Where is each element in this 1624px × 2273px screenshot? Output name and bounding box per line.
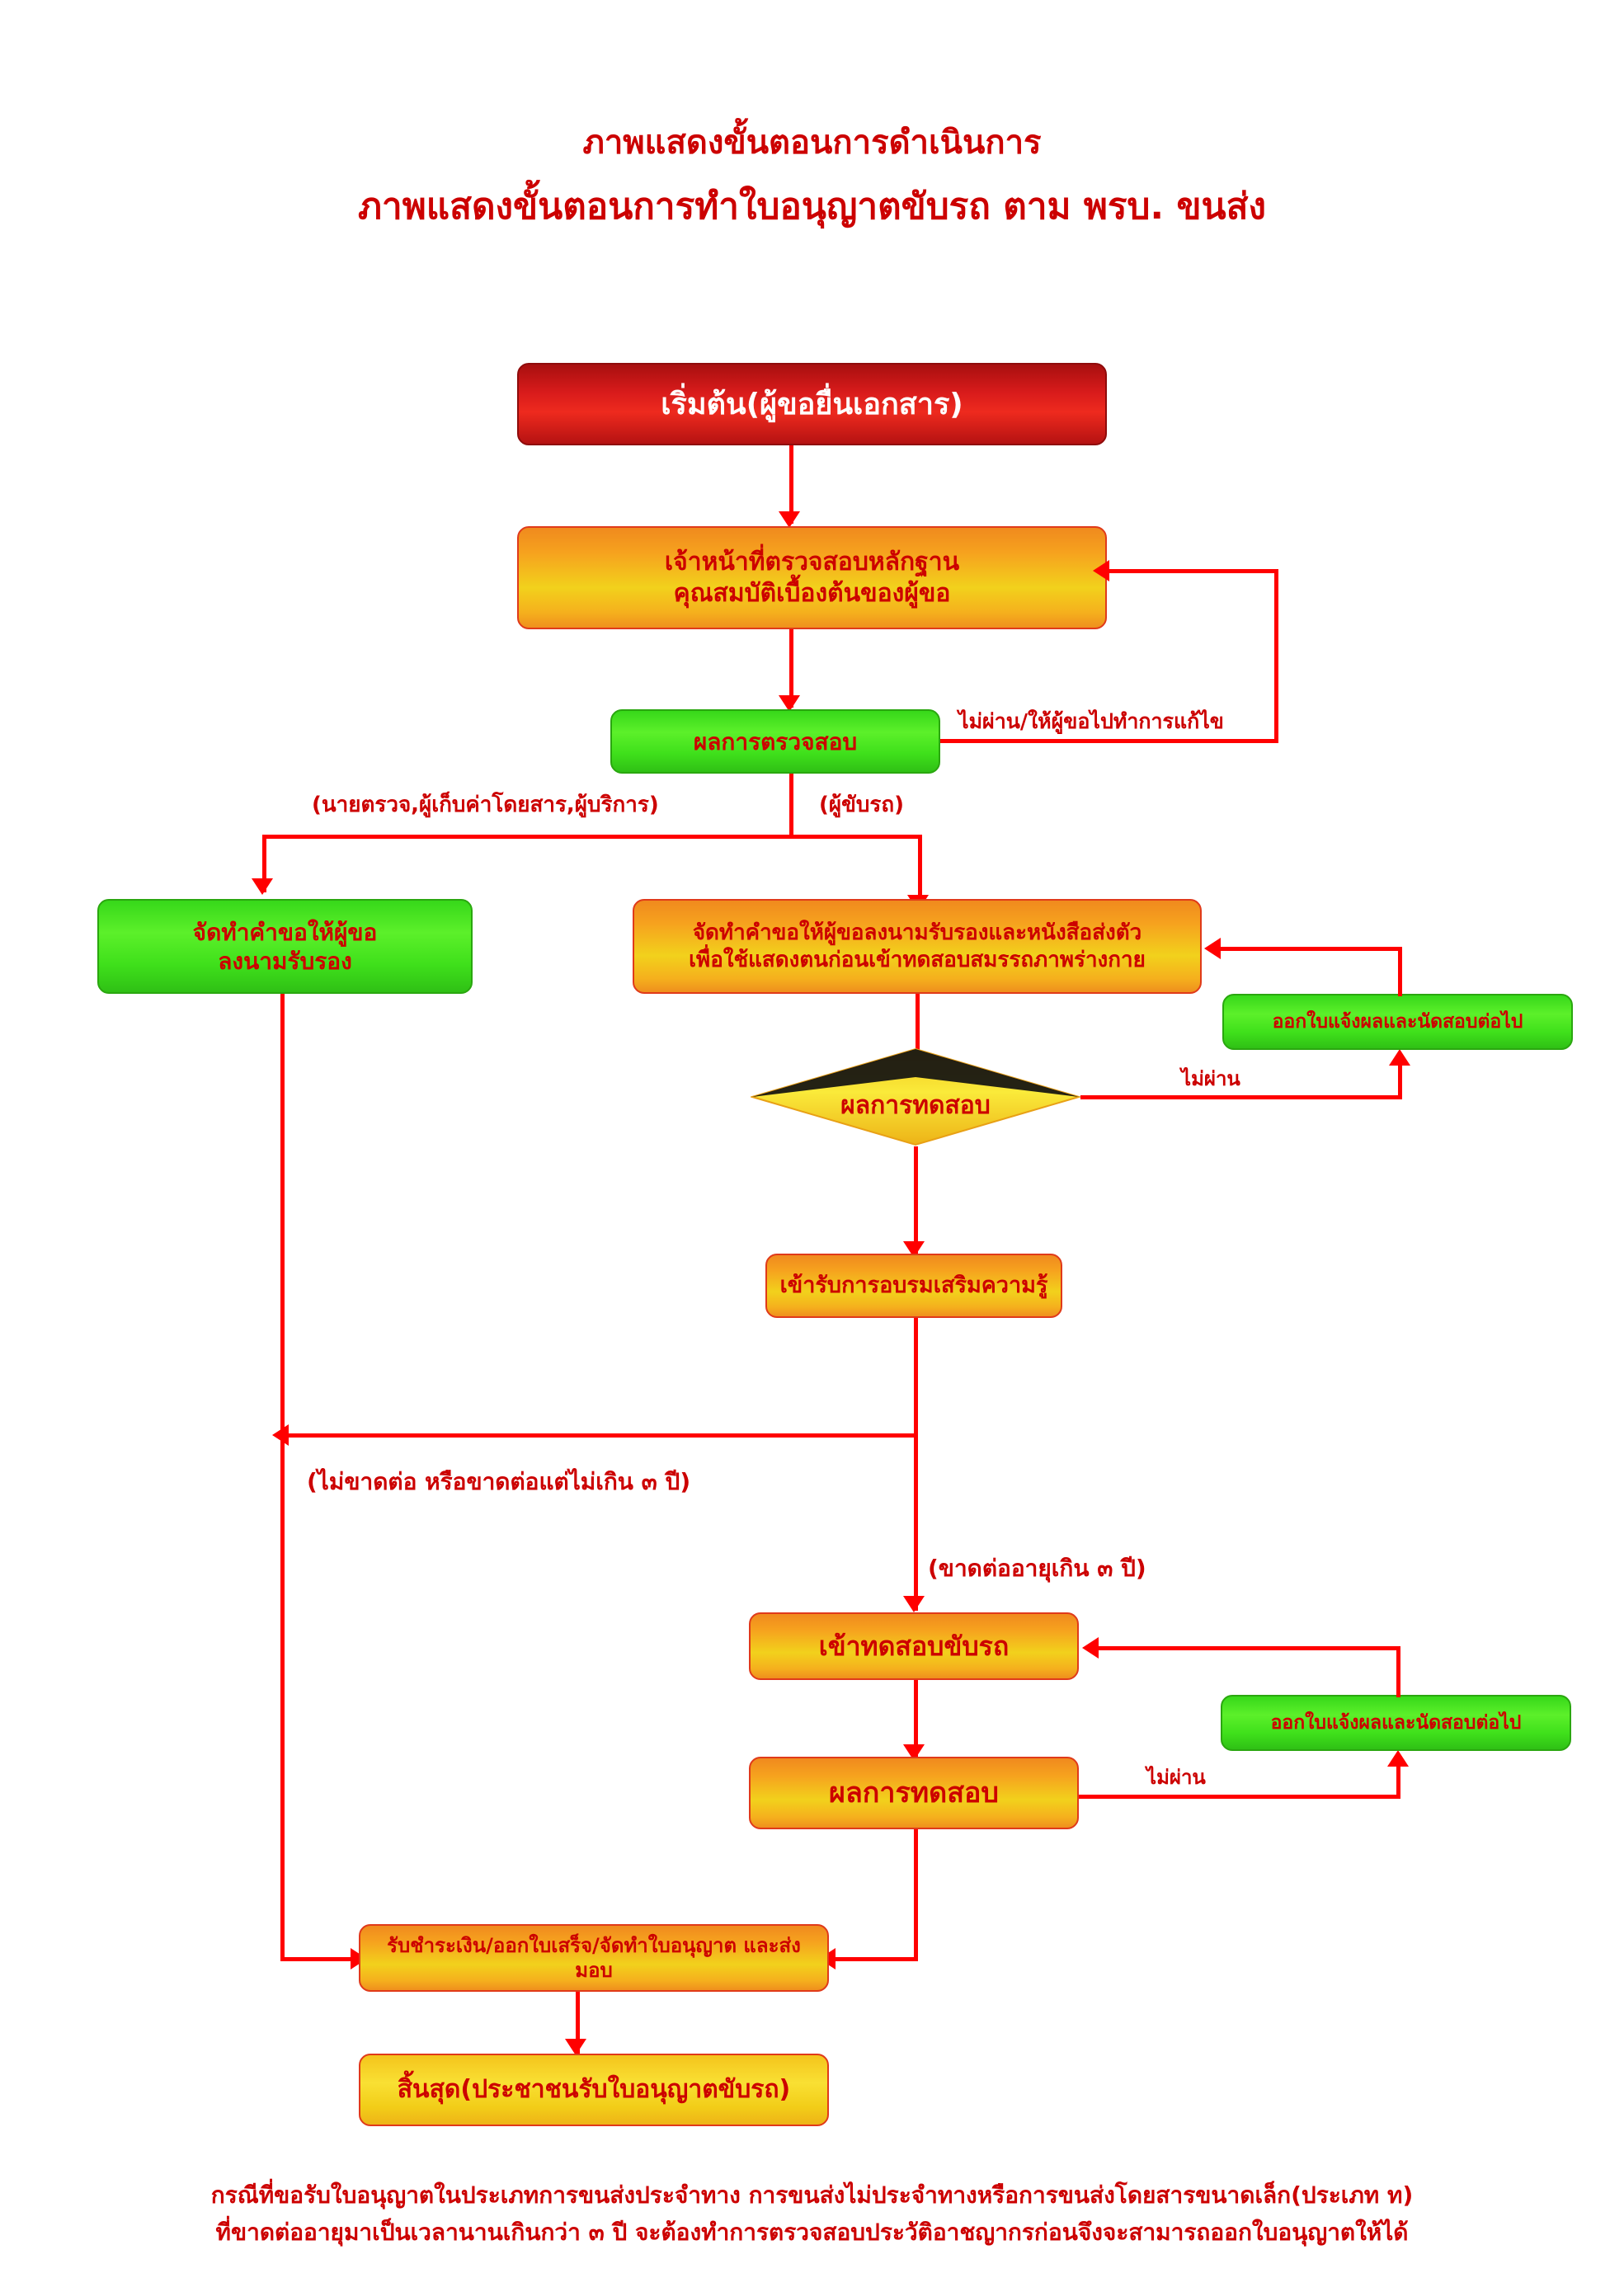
arrow-expired-to-driving-test — [903, 1596, 925, 1612]
edge-notice2-back — [1097, 1646, 1399, 1650]
node-driving-test[interactable]: เข้าทดสอบขับรถ — [749, 1612, 1079, 1680]
arrow-test2-to-notice2 — [1387, 1750, 1409, 1767]
node-check-documents[interactable] — [517, 526, 1107, 629]
label-test2-fail: ไม่ผ่าน — [1146, 1766, 1206, 1789]
edge-test2-fail-right — [1079, 1795, 1400, 1799]
edge-not-expired-left — [280, 1433, 916, 1438]
node-prepare-request[interactable] — [633, 899, 1202, 994]
node-test-result-1[interactable] — [751, 1047, 1080, 1146]
edge-left-long-down — [280, 994, 285, 1957]
arrow-payment-to-end — [565, 2039, 586, 2055]
label-right-role: (ผู้ขับรถ) — [819, 793, 904, 817]
edge-notice1-back — [1221, 947, 1400, 951]
label-not-expired: (ไม่ขาดต่อ หรือขาดต่อแต่ไม่เกิน ๓ ปี) — [307, 1468, 691, 1495]
node-test-result-2[interactable]: ผลการทดสอบ — [749, 1757, 1079, 1829]
left-prepare-line2: ลงนามรับรอง — [218, 947, 352, 975]
footer-note — [0, 2177, 1624, 2252]
edge-test2-down — [914, 1829, 918, 1961]
edge-result-down — [789, 774, 793, 835]
node-start[interactable]: เริ่มต้น(ผู้ขอยื่นเอกสาร) — [517, 363, 1107, 445]
arrow-start-to-check — [779, 511, 800, 528]
page-title-line1: ภาพแสดงขั้นตอนการดำเนินการ — [582, 124, 1042, 162]
footer-line1: กรณีที่ขอรับใบอนุญาตในประเภทการขนส่งประจำทาง การขนส่งไม่ประจำทางหรือการขนส่งโดยสารขนาดเล็ก(ประเภท ท) — [210, 2181, 1414, 2209]
label-fail-fix: ไม่ผ่าน/ให้ผู้ขอไปทำการแก้ไข — [958, 709, 1224, 733]
prepare-request-line2: เพื่อใช้แสดงตนก่อนเข้าทดสอบสมรรถภาพร่างกาย — [689, 947, 1146, 972]
arrow-fail-into-check — [1093, 560, 1109, 581]
prepare-request-line1: จัดทำคำขอให้ผู้ขอลงนามรับรองและหนังสือส่งตัว — [692, 920, 1142, 945]
footer-line2: ที่ขาดต่ออายุมาเป็นเวลานานเกินกว่า ๓ ปี จะต้องทำการตรวจสอบประวัติอาชญากรก่อนจึงจะสามารถออกใบอนุญาตให้ได้ — [215, 2218, 1409, 2246]
arrow-left-branch — [252, 878, 273, 895]
edge-fail-right — [940, 739, 1278, 743]
arrow-test1-to-notice — [1389, 1049, 1410, 1066]
label-left-roles: (นายตรวจ,ผู้เก็บค่าโดยสาร,ผู้บริการ) — [312, 793, 659, 817]
node-notice-2[interactable]: ออกใบแจ้งผลและนัดสอบต่อไป — [1221, 1695, 1571, 1751]
node-training[interactable]: เข้ารับการอบรมเสริมความรู้ — [765, 1254, 1062, 1318]
arrow-notice2-into-drivingtest — [1082, 1637, 1099, 1659]
edge-branch-horizontal — [262, 835, 922, 839]
page-title-line2: ภาพแสดงขั้นตอนการทำใบอนุญาตขับรถ ตาม พรบ. ขนส่ง — [358, 186, 1266, 228]
edge-test2-to-payment — [833, 1957, 916, 1961]
edge-fail-up — [1274, 569, 1278, 741]
node-check-result[interactable]: ผลการตรวจสอบ — [610, 709, 940, 774]
test-result-1-label: ผลการทดสอบ — [840, 1090, 991, 1120]
arrow-notice1-into-prepare — [1204, 938, 1221, 959]
label-expired: (ขาดต่ออายุเกิน ๓ ปี) — [928, 1555, 1146, 1582]
node-payment[interactable]: รับชำระเงิน/ออกใบเสร็จ/จัดทำใบอนุญาต และส่งมอบ — [359, 1924, 829, 1992]
edge-test1-fail-up — [1398, 1064, 1402, 1097]
edge-prepare-to-test1 — [916, 994, 920, 1050]
check-documents-line1: เจ้าหน้าที่ตรวจสอบหลักฐาน — [664, 548, 960, 576]
left-prepare-line1: จัดทำคำขอให้ผู้ขอ — [192, 918, 378, 946]
edge-notice1-up — [1398, 947, 1402, 996]
test-result-1-shape — [751, 1047, 1080, 1146]
edge-expired-down — [914, 1433, 918, 1611]
node-notice-1[interactable]: ออกใบแจ้งผลและนัดสอบต่อไป — [1222, 994, 1573, 1050]
edge-notice2-up — [1396, 1646, 1400, 1697]
node-left-prepare-request[interactable] — [97, 899, 473, 994]
edge-test1-fail-right — [1080, 1095, 1402, 1099]
node-end[interactable]: สิ้นสุด(ประชาชนรับใบอนุญาตขับรถ) — [359, 2054, 829, 2126]
edge-fail-back — [1107, 569, 1276, 573]
edge-test2-fail-up — [1396, 1765, 1400, 1798]
check-documents-line2: คุณสมบัติเบื้องต้นของผู้ขอ — [673, 578, 951, 608]
label-test1-fail: ไม่ผ่าน — [1181, 1067, 1240, 1090]
edge-training-down — [914, 1318, 918, 1435]
